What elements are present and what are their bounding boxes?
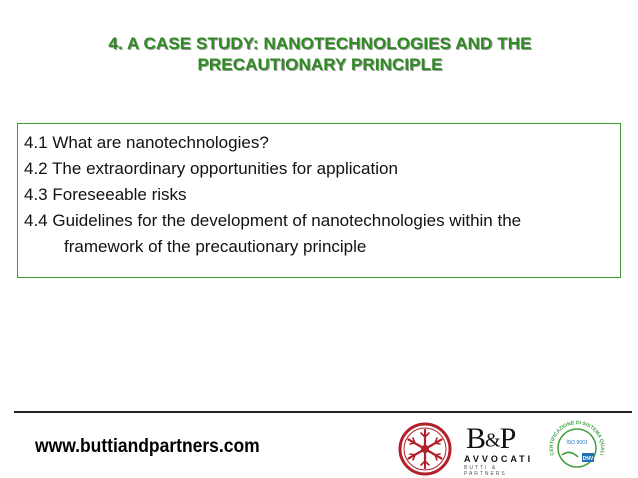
list-item bbox=[24, 130, 614, 156]
slide-title-line-1: 4. A CASE STUDY: NANOTECHNOLOGIES AND THE bbox=[108, 34, 532, 53]
list-item-text: 4.4 Guidelines for the development of nanotechnologies within the bbox=[24, 211, 522, 230]
quality-certification-icon bbox=[546, 415, 608, 477]
bp-logo-mark bbox=[466, 422, 515, 456]
list-item bbox=[24, 208, 614, 260]
cert-badge-text: DNV bbox=[582, 456, 594, 462]
cert-arc-text: CERTIFICAZIONE DI SISTEMA QUALI bbox=[548, 420, 606, 456]
cert-iso-text: ISO 9001 bbox=[566, 440, 588, 446]
bp-logo-icon bbox=[458, 422, 538, 477]
slide-title bbox=[40, 33, 600, 75]
bp-logo-p: P bbox=[499, 422, 516, 455]
list-item-text: 4.3 Foreseeable risks bbox=[24, 185, 187, 204]
snowflake-seal-icon bbox=[398, 422, 452, 476]
list-item bbox=[24, 182, 614, 208]
list-item-text: 4.1 What are nanotechnologies? bbox=[24, 133, 269, 152]
list-item-continuation: framework of the precautionary principle bbox=[64, 237, 367, 256]
list-item-text: 4.2 The extraordinary opportunities for application bbox=[24, 159, 398, 178]
contents-box bbox=[17, 123, 621, 278]
slide-title-line-2: PRECAUTIONARY PRINCIPLE bbox=[197, 55, 443, 74]
website-link[interactable]: www.buttiandpartners.com bbox=[35, 436, 260, 457]
footer-divider bbox=[14, 411, 632, 413]
list-item bbox=[24, 156, 614, 182]
bp-logo-amp: & bbox=[485, 429, 500, 452]
bp-logo-b: B bbox=[466, 422, 486, 455]
bp-logo-subtitle: BUTTI & PARTNERS bbox=[464, 465, 507, 477]
bp-logo-avvocati: AVVOCATI bbox=[464, 454, 534, 464]
